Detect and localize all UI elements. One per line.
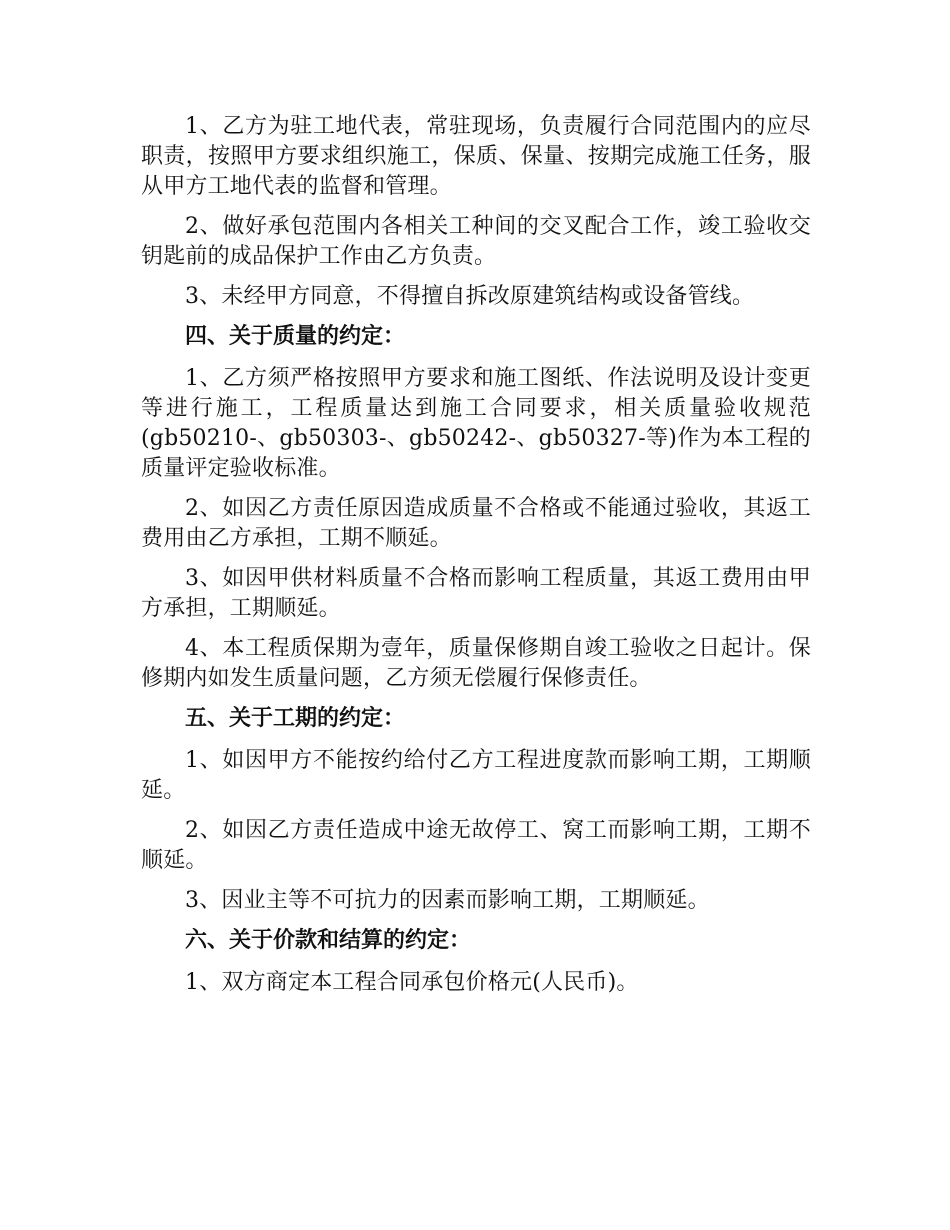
section-heading-quality: 四、关于质量的约定： [185,324,406,349]
paragraph: 2、如因乙方责任造成中途无故停工、窝工而影响工期，工期不顺延。 [141,818,811,873]
paragraph: 4、本工程质保期为壹年，质量保修期自竣工验收之日起计。保修期内如发生质量问题，乙方须无偿履行保修责任。 [141,636,811,691]
section-heading-price: 六、关于价款和结算的约定： [185,928,472,953]
paragraph: 2、做好承包范围内各相关工种间的交叉配合工作，竣工验收交钥匙前的成品保护工作由乙方负责。 [141,214,811,269]
paragraph: 1、乙方为驻工地代表，常驻现场，负责履行合同范围内的应尽职责，按照甲方要求组织施工，保质、保量、按期完成施工任务，服从甲方工地代表的监督和管理。 [141,114,811,199]
paragraph: 1、乙方须严格按照甲方要求和施工图纸、作法说明及设计变更等进行施工，工程质量达到施工合同要求，相关质量验收规范(gb50210-、gb50303-、gb50242-、gb50327-等)作为本工程的质量评定验收标准。 [141,366,811,481]
paragraph: 1、双方商定本工程合同承包价格元(人民币)。 [185,970,639,995]
paragraph: 3、未经甲方同意，不得擅自拆改原建筑结构或设备管线。 [185,284,755,309]
paragraph: 2、如因乙方责任原因造成质量不合格或不能通过验收，其返工费用由乙方承担，工期不顺延。 [141,496,811,551]
section-heading-schedule: 五、关于工期的约定： [185,706,406,731]
paragraph: 3、如因甲供材料质量不合格而影响工程质量，其返工费用由甲方承担，工期顺延。 [141,566,811,621]
paragraph: 1、如因甲方不能按约给付乙方工程进度款而影响工期，工期顺延。 [141,748,811,803]
document-page [141,112,811,1008]
paragraph: 3、因业主等不可抗力的因素而影响工期，工期顺延。 [185,888,710,913]
